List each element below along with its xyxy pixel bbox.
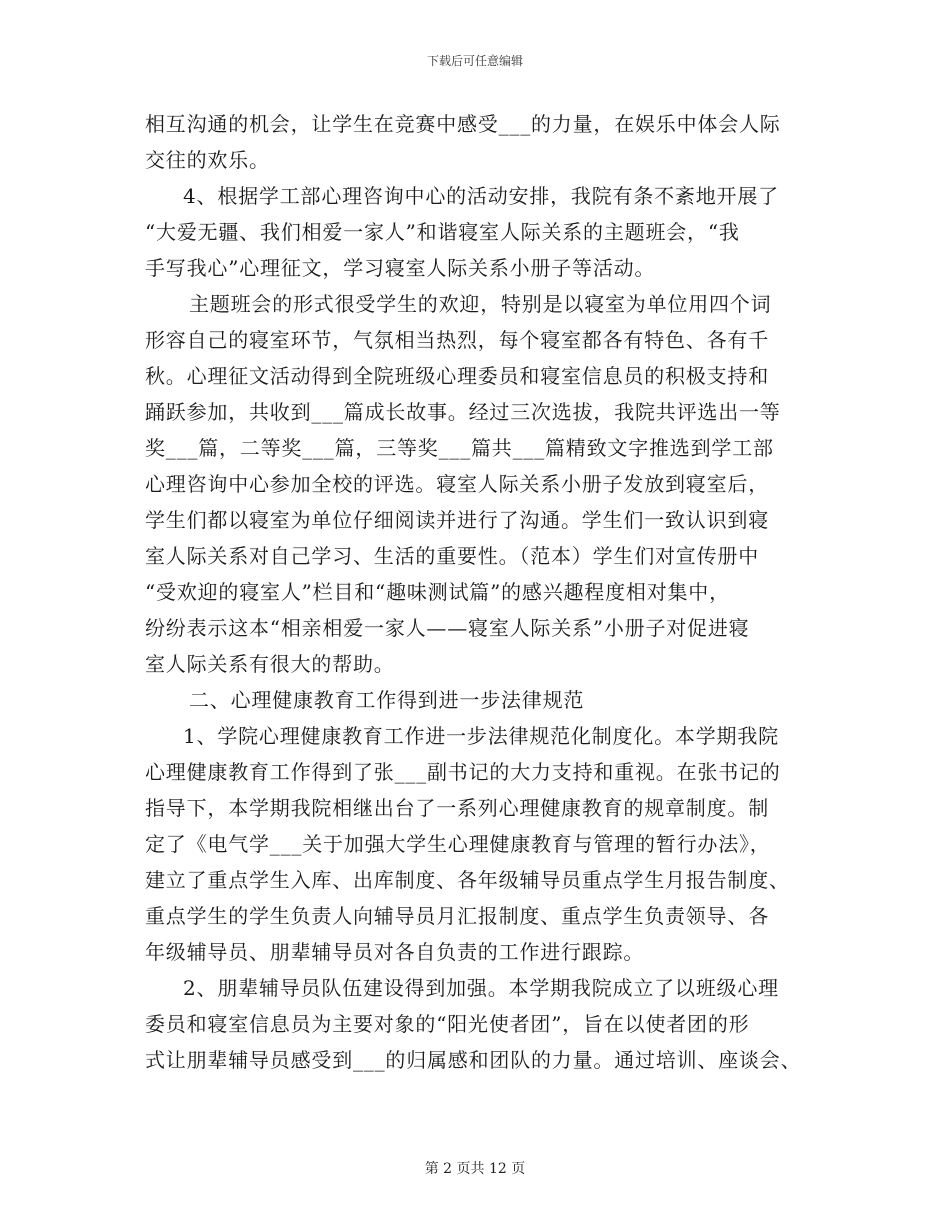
text-line: 室人际关系对自己学习、生活的重要性。（范本）学生们对宣传册中 xyxy=(145,544,759,568)
text-line: 指导下，本学期我院相继出台了一系列心理健康教育的规章制度。制 xyxy=(145,796,769,820)
document-body xyxy=(145,106,820,1078)
text-line: 交往的欢乐。 xyxy=(145,148,270,172)
text-line: 定了《电气学___关于加强大学生心理健康教育与管理的暂行办法》， xyxy=(145,832,771,856)
paragraph-start-line: 1、学院心理健康教育工作进一步法律规范化制度化。本学期我院 xyxy=(183,724,779,748)
text-line: 委员和寝室信息员为主要对象的“阳光使者团”，旨在以使者团的形 xyxy=(145,1012,750,1036)
text-line: 学生们都以寝室为单位仔细阅读并进行了沟通。学生们一致认识到寝 xyxy=(145,508,769,532)
text-line: 纷纷表示这本“相亲相爱一家人——寝室人际关系”小册子对促进寝 xyxy=(145,616,750,640)
paragraph-start-line: 4、根据学工部心理咨询中心的活动安排，我院有条不紊地开展了 xyxy=(183,184,779,208)
paragraph-start-line: 2、朋辈辅导员队伍建设得到加强。本学期我院成立了以班级心理 xyxy=(183,976,779,1000)
text-line: 踊跃参加，共收到___篇成长故事。经过三次选拔，我院共评选出一等 xyxy=(145,400,781,424)
text-line: 建立了重点学生入库、出库制度、各年级辅导员重点学生月报告制度、 xyxy=(145,868,790,892)
text-line: 心理咨询中心参加全校的评选。寝室人际关系小册子发放到寝室后， xyxy=(145,472,769,496)
section-heading: 二、心理健康教育工作得到进一步法律规范 xyxy=(189,688,585,712)
text-line: “大爱无疆、我们相爱一家人”和谐寝室人际关系的主题班会，“我 xyxy=(145,220,740,244)
text-line: 秋。心理征文活动得到全院班级心理委员和寝室信息员的积极支持和 xyxy=(145,364,769,388)
text-line: 年级辅导员、朋辈辅导员对各自负责的工作进行跟踪。 xyxy=(145,940,645,964)
text-line: 重点学生的学生负责人向辅导员月汇报制度、重点学生负责领导、各 xyxy=(145,904,769,928)
text-line: 相互沟通的机会，让学生在竞赛中感受___的力量，在娱乐中体会人际 xyxy=(145,112,781,136)
text-line: “受欢迎的寝室人”栏目和“趣味测试篇”的感兴趣程度相对集中， xyxy=(145,580,730,604)
text-line: 形容自己的寝室环节，气氛相当热烈，每个寝室都各有特色、各有千 xyxy=(145,328,769,352)
text-line: 奖___篇，二等奖___篇，三等奖___篇共___篇精致文字推选到学工部 xyxy=(145,436,774,460)
text-line: 心理健康教育工作得到了张___副书记的大力支持和重视。在张书记的 xyxy=(145,760,781,784)
text-line: 式让朋辈辅导员感受到___的归属感和团队的力量。通过培训、座谈会、 xyxy=(145,1048,802,1072)
page-header: 下载后可任意编辑 xyxy=(426,54,523,68)
text-line: 手写我心”心理征文，学习寝室人际关系小册子等活动。 xyxy=(145,256,656,280)
paragraph-start-line: 主题班会的形式很受学生的欢迎，特别是以寝室为单位用四个词 xyxy=(189,292,772,316)
page-footer: 第 2 页共 12 页 xyxy=(424,1161,526,1177)
text-line: 室人际关系有很大的帮助。 xyxy=(145,652,395,676)
